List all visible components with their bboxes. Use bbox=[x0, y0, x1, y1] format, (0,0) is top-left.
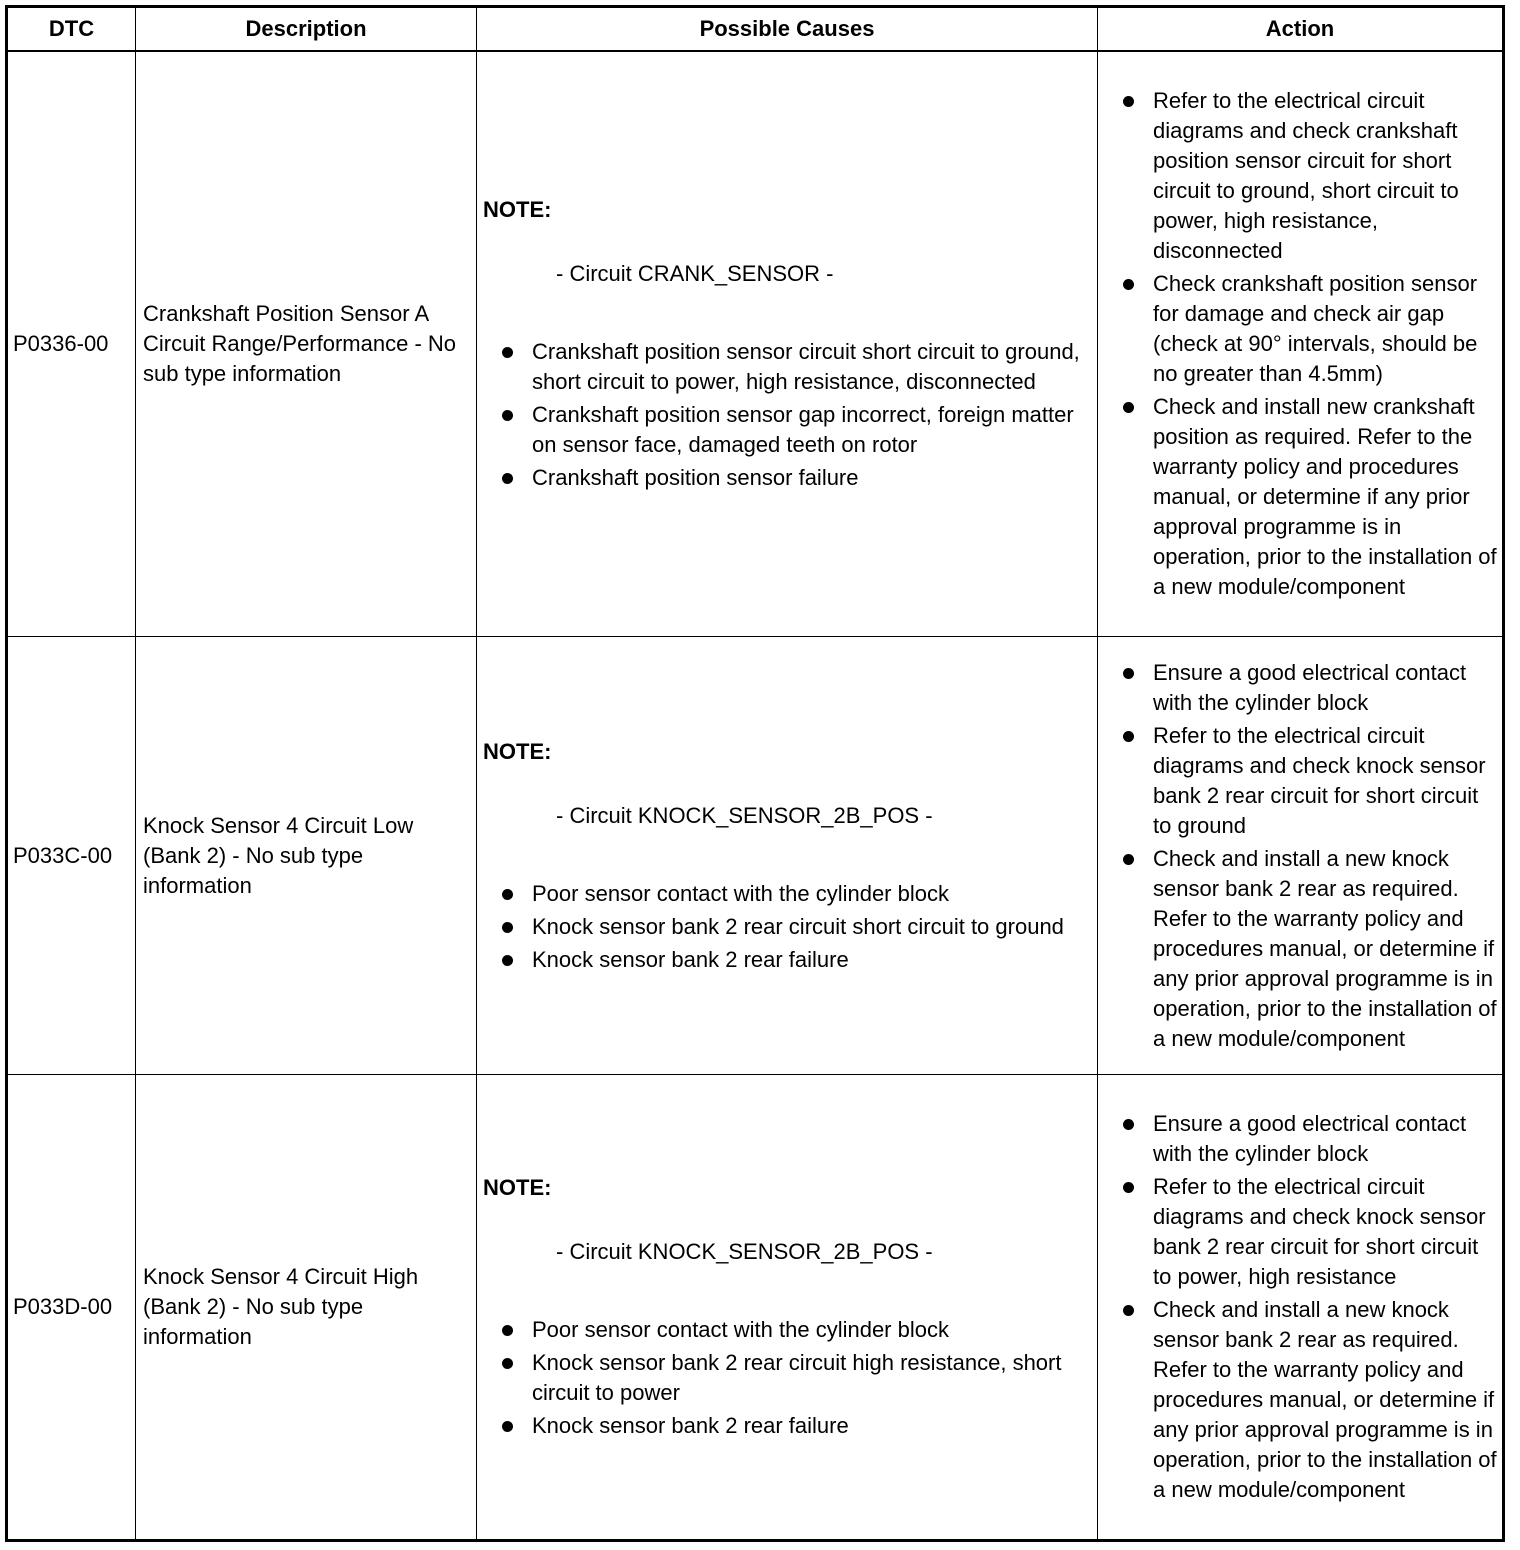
causes-list bbox=[483, 879, 1087, 975]
cause-item: Knock sensor bank 2 rear circuit high resistance, short circuit to power bbox=[483, 1348, 1087, 1408]
cause-item: Poor sensor contact with the cylinder block bbox=[483, 1315, 1087, 1345]
action-item: Ensure a good electrical contact with the cylinder block bbox=[1106, 1109, 1500, 1169]
note-label: NOTE: bbox=[483, 1175, 552, 1200]
dtc-code: P033D-00 bbox=[13, 1294, 113, 1319]
table-row-causes bbox=[477, 637, 1097, 1074]
cause-item: Crankshaft position sensor failure bbox=[483, 463, 1087, 493]
note-label: NOTE: bbox=[483, 197, 552, 222]
header-possible-causes: Possible Causes bbox=[699, 16, 875, 41]
table-row-action bbox=[1098, 52, 1502, 636]
cause-item: Knock sensor bank 2 rear circuit short circuit to ground bbox=[483, 912, 1087, 942]
actions-list bbox=[1106, 1109, 1500, 1505]
table-row-action bbox=[1098, 1075, 1502, 1539]
table-row-dtc bbox=[8, 52, 135, 636]
table-row-causes bbox=[477, 52, 1097, 636]
table-row-dtc bbox=[8, 1075, 135, 1539]
table-row-description bbox=[136, 52, 476, 636]
cause-item: Knock sensor bank 2 rear failure bbox=[483, 1411, 1087, 1441]
causes-list bbox=[483, 337, 1087, 493]
action-item: Ensure a good electrical contact with the cylinder block bbox=[1106, 658, 1500, 718]
dtc-table bbox=[5, 5, 1505, 1542]
action-item: Check crankshaft position sensor for damage and check air gap (check at 90° intervals, should be no greater than 4.5mm) bbox=[1106, 269, 1500, 389]
table-row-action bbox=[1098, 637, 1502, 1074]
cause-item: Crankshaft position sensor gap incorrect, foreign matter on sensor face, damaged teeth on rotor bbox=[483, 400, 1087, 460]
circuit-name: - Circuit KNOCK_SENSOR_2B_POS - bbox=[556, 1239, 933, 1264]
dtc-code: P033C-00 bbox=[13, 842, 113, 868]
circuit-name: - Circuit CRANK_SENSOR - bbox=[556, 261, 834, 286]
cause-item: Poor sensor contact with the cylinder block bbox=[483, 879, 1087, 909]
note-label: NOTE: bbox=[483, 738, 552, 764]
cause-item: Knock sensor bank 2 rear failure bbox=[483, 945, 1087, 975]
table-row-description bbox=[136, 1075, 476, 1539]
action-item: Check and install a new knock sensor bank 2 rear as required. Refer to the warranty policy and procedures manual, or determine if any prior approval programme is in operation, prior to the installation of a new module/component bbox=[1106, 844, 1500, 1054]
header-dtc: DTC bbox=[48, 16, 95, 41]
description-text: Knock Sensor 4 Circuit Low (Bank 2) - No sub type information bbox=[143, 812, 414, 898]
action-item: Refer to the electrical circuit diagrams and check crankshaft position sensor circuit for short circuit to ground, short circuit to power, high resistance, disconnected bbox=[1106, 86, 1500, 266]
dtc-code: P0336-00 bbox=[13, 331, 109, 356]
cause-item: Crankshaft position sensor circuit short circuit to ground, short circuit to power, high resistance, disconnected bbox=[483, 337, 1087, 397]
circuit-name: - Circuit KNOCK_SENSOR_2B_POS - bbox=[556, 802, 933, 828]
causes-list bbox=[483, 1315, 1087, 1441]
action-item: Refer to the electrical circuit diagrams and check knock sensor bank 2 rear circuit for short circuit to ground bbox=[1106, 721, 1500, 841]
description-text: Knock Sensor 4 Circuit High (Bank 2) - No sub type information bbox=[143, 1264, 419, 1349]
action-item: Refer to the electrical circuit diagrams and check knock sensor bank 2 rear circuit for short circuit to power, high resistance bbox=[1106, 1172, 1500, 1292]
actions-list bbox=[1106, 658, 1500, 1054]
description-text: Crankshaft Position Sensor A Circuit Range/Performance - No sub type information bbox=[143, 301, 457, 386]
actions-list bbox=[1106, 86, 1500, 602]
header-action: Action bbox=[1265, 16, 1335, 41]
action-item: Check and install a new knock sensor bank 2 rear as required. Refer to the warranty policy and procedures manual, or determine if any prior approval programme is in operation, prior to the installation of a new module/component bbox=[1106, 1295, 1500, 1505]
header-description: Description bbox=[245, 16, 367, 41]
table-row-description bbox=[136, 637, 476, 1074]
table-row-dtc bbox=[8, 637, 135, 1074]
table-row-causes bbox=[477, 1075, 1097, 1539]
action-item: Check and install new crankshaft position as required. Refer to the warranty policy and procedures manual, or determine if any prior approval programme is in operation, prior to the installation of a new module/component bbox=[1106, 392, 1500, 602]
